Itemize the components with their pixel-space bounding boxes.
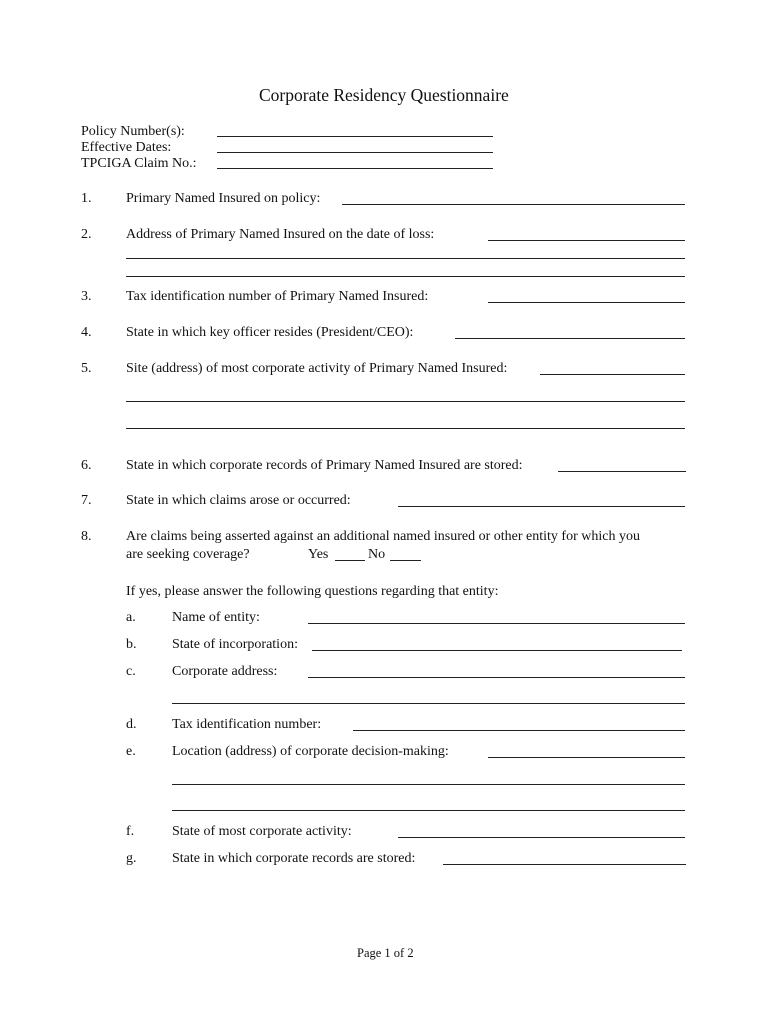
question-number: 1. (81, 191, 92, 206)
sub-question-d-field[interactable] (353, 730, 685, 731)
sub-question-e-text: Location (address) of corporate decision-making: (172, 744, 449, 759)
question-4-text: State in which key officer resides (President/CEO): (126, 325, 414, 340)
question-2-field-line-2[interactable] (126, 258, 685, 259)
question-6-text: State in which corporate records of Primary Named Insured are stored: (126, 458, 523, 473)
page-number: Page 1 of 2 (357, 946, 414, 960)
claim-number-field[interactable] (217, 168, 493, 169)
question-number: 4. (81, 325, 92, 340)
question-7-field[interactable] (398, 506, 685, 507)
sub-question-letter: d. (126, 717, 137, 732)
no-field[interactable] (390, 560, 421, 561)
question-8-text-line-2: are seeking coverage? (126, 547, 250, 562)
sub-question-a-field[interactable] (308, 623, 685, 624)
question-3-field[interactable] (488, 302, 685, 303)
sub-question-a-text: Name of entity: (172, 610, 260, 625)
question-2-field-line-3[interactable] (126, 276, 685, 277)
policy-number-label: Policy Number(s): (81, 124, 185, 139)
question-6-field[interactable] (558, 471, 686, 472)
sub-question-f-text: State of most corporate activity: (172, 824, 352, 839)
sub-question-c-text: Corporate address: (172, 664, 278, 679)
question-number: 7. (81, 493, 92, 508)
policy-number-field[interactable] (217, 136, 493, 137)
question-4-field[interactable] (455, 338, 685, 339)
question-5-field[interactable] (540, 374, 685, 375)
question-number: 5. (81, 361, 92, 376)
question-5-field-line-2[interactable] (126, 401, 685, 402)
sub-question-d-text: Tax identification number: (172, 717, 322, 732)
sub-question-letter: a. (126, 610, 136, 625)
sub-question-letter: f. (126, 824, 135, 839)
sub-question-e-field-line-2[interactable] (172, 784, 685, 785)
question-1-field[interactable] (342, 204, 685, 205)
question-number: 3. (81, 289, 92, 304)
sub-question-f-field[interactable] (398, 837, 685, 838)
question-2-text: Address of Primary Named Insured on the date of loss: (126, 227, 435, 242)
sub-question-letter: e. (126, 744, 136, 759)
if-yes-instruction: If yes, please answer the following questions regarding that entity: (126, 584, 499, 599)
sub-question-b-field[interactable] (312, 650, 682, 651)
sub-question-letter: b. (126, 637, 137, 652)
question-number: 8. (81, 529, 92, 544)
sub-question-g-field[interactable] (443, 864, 686, 865)
sub-question-letter: c. (126, 664, 136, 679)
sub-question-letter: g. (126, 851, 137, 866)
question-5-field-line-3[interactable] (126, 428, 685, 429)
question-number: 2. (81, 227, 92, 242)
no-label: No (368, 547, 386, 562)
sub-question-b-text: State of incorporation: (172, 637, 298, 652)
sub-question-e-field[interactable] (488, 757, 685, 758)
yes-field[interactable] (335, 560, 365, 561)
effective-dates-field[interactable] (217, 152, 493, 153)
question-5-text: Site (address) of most corporate activity of Primary Named Insured: (126, 361, 508, 376)
yes-label: Yes (308, 547, 329, 562)
question-2-field[interactable] (488, 240, 685, 241)
question-number: 6. (81, 458, 92, 473)
sub-question-c-field-line-2[interactable] (172, 703, 685, 704)
sub-question-e-field-line-3[interactable] (172, 810, 685, 811)
question-1-text: Primary Named Insured on policy: (126, 191, 321, 206)
claim-number-label: TPCIGA Claim No.: (81, 156, 197, 171)
sub-question-g-text: State in which corporate records are stored: (172, 851, 416, 866)
effective-dates-label: Effective Dates: (81, 140, 172, 155)
sub-question-c-field[interactable] (308, 677, 685, 678)
question-8-text: Are claims being asserted against an additional named insured or other entity for which you (126, 529, 640, 544)
question-7-text: State in which claims arose or occurred: (126, 493, 351, 508)
page-title: Corporate Residency Questionnaire (259, 85, 509, 105)
question-3-text: Tax identification number of Primary Named Insured: (126, 289, 429, 304)
